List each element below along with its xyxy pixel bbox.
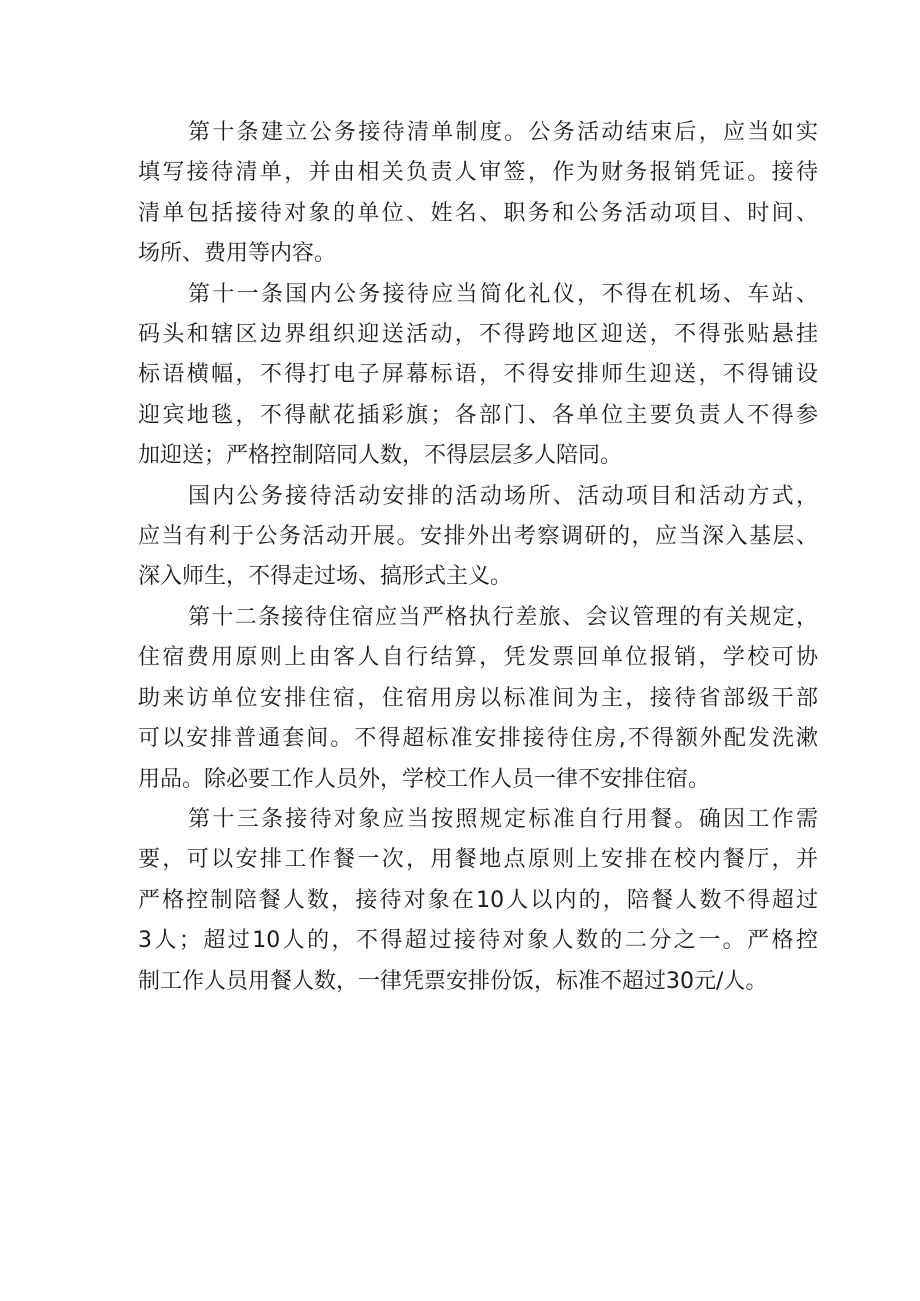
- text-line: 迎宾地毯，不得献花插彩旗；各部门、各单位主要负责人不得参: [138, 402, 818, 428]
- text-line: 场所、费用等内容。: [138, 241, 337, 267]
- paragraph-article-13: [138, 800, 818, 1002]
- paragraph-article-11: [138, 275, 818, 477]
- text-line: 助来访单位安排住宿，住宿用房以标准间为主，接待省部级干部: [138, 685, 818, 711]
- text-line: 可以安排普通套间。不得超标准安排接待住房,不得额外配发洗漱: [138, 726, 818, 752]
- text-line: 应当有利于公务活动开展。安排外出考察调研的，应当深入基层、: [138, 524, 818, 550]
- document-body: [138, 113, 818, 1002]
- text-line: 第十三条接待对象应当按照规定标准自行用餐。确因工作需: [188, 806, 818, 832]
- text-line: 国内公务接待活动安排的活动场所、活动项目和活动方式，: [188, 483, 818, 509]
- text-line: 第十一条国内公务接待应当简化礼仪，不得在机场、车站、: [188, 281, 818, 307]
- text-line: 3人；超过10人的，不得超过接待对象人数的二分之一。严格控: [138, 928, 818, 954]
- paragraph-domestic-reception: [138, 477, 818, 598]
- paragraph-article-12: [138, 598, 818, 800]
- text-line: 填写接待清单，并由相关负责人审签，作为财务报销凭证。接待: [138, 160, 818, 186]
- text-line: 深入师生，不得走过场、搞形式主义。: [138, 564, 513, 590]
- text-line: 要，可以安排工作餐一次，用餐地点原则上安排在校内餐厅，并: [138, 847, 818, 873]
- text-line: 标语横幅，不得打电子屏幕标语，不得安排师生迎送，不得铺设: [138, 362, 818, 388]
- text-line: 加迎送；严格控制陪同人数，不得层层多人陪同。: [138, 443, 623, 469]
- text-line: 第十条建立公务接待清单制度。公务活动结束后，应当如实: [188, 120, 818, 145]
- text-line: 用品。除必要工作人员外，学校工作人员一律不安排住宿。: [138, 766, 711, 792]
- text-line: 严格控制陪餐人数，接待对象在10人以内的，陪餐人数不得超过: [138, 887, 818, 913]
- text-line: 码头和辖区边界组织迎送活动，不得跨地区迎送，不得张贴悬挂: [138, 322, 818, 348]
- text-line: 住宿费用原则上由客人自行结算，凭发票回单位报销，学校可协: [138, 645, 818, 671]
- text-line: 第十二条接待住宿应当严格执行差旅、会议管理的有关规定，: [188, 604, 818, 630]
- paragraph-article-10: [138, 113, 818, 275]
- text-line: 清单包括接待对象的单位、姓名、职务和公务活动项目、时间、: [138, 200, 818, 226]
- text-line: 制工作人员用餐人数，一律凭票安排份饭，标准不超过30元/人。: [138, 968, 768, 994]
